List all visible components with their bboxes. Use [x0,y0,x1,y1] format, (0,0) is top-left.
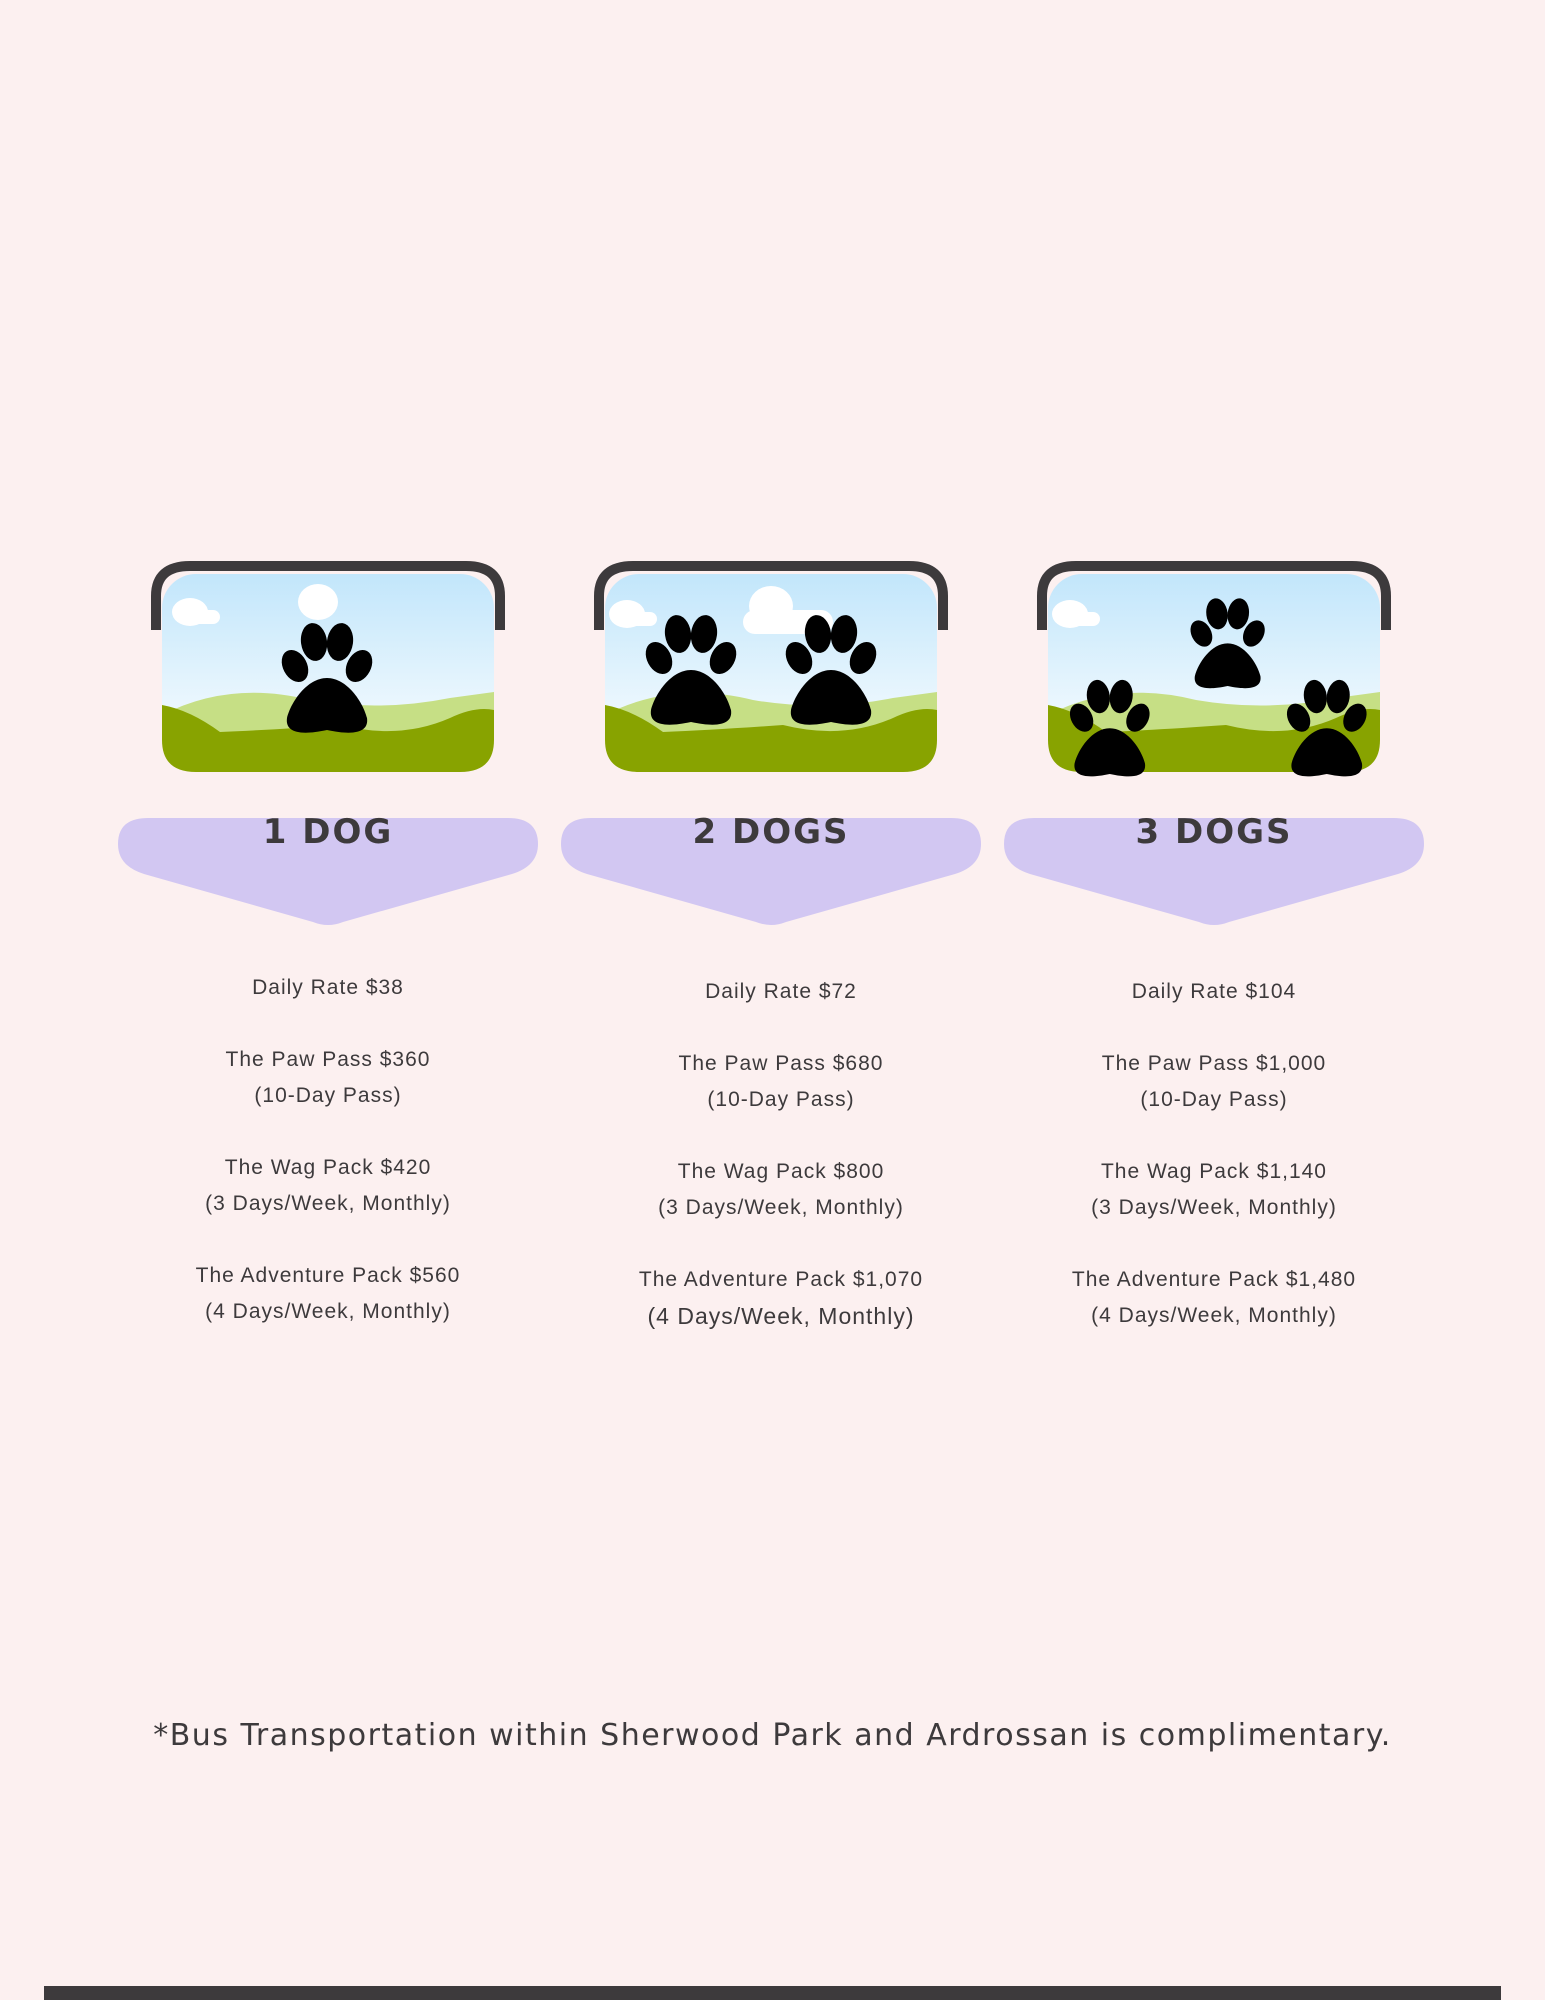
pricing-card-1-dog [118,560,538,1340]
wag-pack-price: The Wag Pack $1,140 [1100,1160,1327,1183]
card-title: 1 DOG [262,812,394,852]
three-paws-icon [1036,560,1392,780]
bottom-divider [44,1986,1501,2000]
one-paw-icon [150,560,506,780]
wag-pack-price: The Wag Pack $420 [224,1156,432,1179]
daily-rate: Daily Rate $72 [705,980,857,1003]
adventure-pack-price: The Adventure Pack $1,480 [1071,1268,1357,1291]
adventure-pack-note: (4 Days/Week, Monthly) [647,1303,915,1329]
price-list [571,974,991,1370]
pricing-card-3-dogs [1004,560,1424,1340]
adventure-pack-note: (4 Days/Week, Monthly) [205,1300,451,1323]
adventure-pack-price: The Adventure Pack $1,070 [638,1268,924,1291]
paw-pass-note: (10-Day Pass) [707,1088,855,1111]
paw-pass-price: The Paw Pass $680 [678,1052,884,1075]
card-title: 2 DOGS [692,812,850,852]
paw-pass-price: The Paw Pass $1,000 [1101,1052,1327,1075]
adventure-pack-price: The Adventure Pack $560 [195,1264,461,1287]
price-list [118,970,538,1366]
two-paws-icon [593,560,949,780]
paw-pass-note: (10-Day Pass) [1140,1088,1288,1111]
wag-pack-price: The Wag Pack $800 [677,1160,885,1183]
card-title: 3 DOGS [1135,812,1293,852]
paw-pass-price: The Paw Pass $360 [225,1048,431,1071]
transportation-footnote: *Bus Transportation within Sherwood Park and Ardrossan is complimentary. [153,1718,1392,1753]
pricing-card-2-dogs [561,560,981,1340]
daily-rate: Daily Rate $38 [252,976,404,999]
wag-pack-note: (3 Days/Week, Monthly) [658,1196,904,1219]
wag-pack-note: (3 Days/Week, Monthly) [205,1192,451,1215]
daily-rate: Daily Rate $104 [1131,980,1297,1003]
price-list [1004,974,1424,1370]
wag-pack-note: (3 Days/Week, Monthly) [1091,1196,1337,1219]
paw-pass-note: (10-Day Pass) [254,1084,402,1107]
adventure-pack-note: (4 Days/Week, Monthly) [1091,1304,1337,1327]
